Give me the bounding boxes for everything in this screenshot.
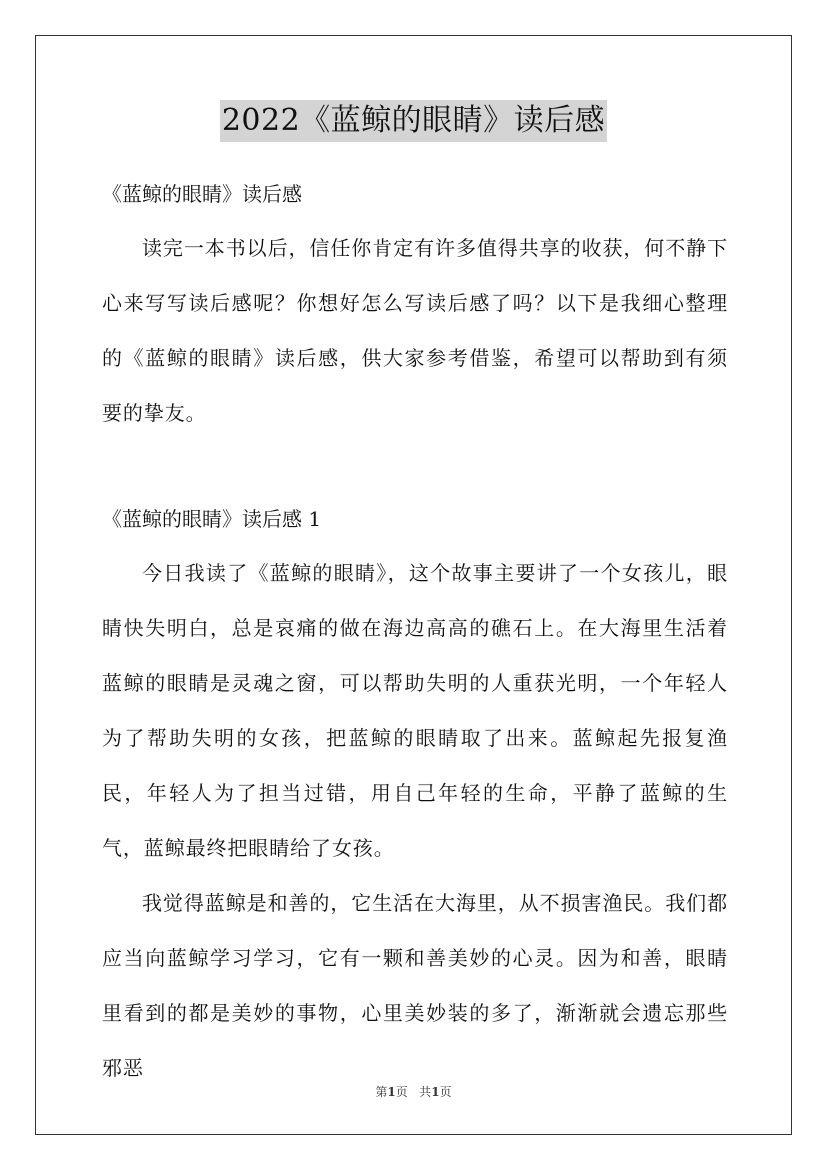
paragraph: 我觉得蓝鲸是和善的，它生活在大海里，从不损害渔民。我们都应当向蓝鲸学习学习，它有一颗和善美妙的心灵。因为和善，眼睛里看到的都是美妙的事物，心里美妙装的多了，渐渐就会遗忘那些邪恶: [102, 891, 728, 1080]
section-heading: 《蓝鲸的眼睛》读后感 1: [102, 507, 322, 531]
document-title: 2022《蓝鲸的眼睛》读后感: [220, 100, 607, 142]
paragraph: 读完一本书以后，信任你肯定有许多值得共享的收获，何不静下心来写写读后感呢？你想好怎么写读后感了吗？以下是我细心整理的《蓝鲸的眼睛》读后感，供大家参考借鉴，希望可以帮助到有须要的挚友。: [102, 236, 728, 425]
page-label-suffix: 页: [395, 1085, 408, 1099]
section-heading: 《蓝鲸的眼睛》读后感: [102, 182, 302, 206]
page-total: 1: [431, 1085, 440, 1099]
page-number: 1: [387, 1085, 396, 1099]
spacer: [102, 441, 728, 496]
total-label-suffix: 页: [439, 1085, 452, 1099]
title-container: [0, 100, 827, 142]
page-label-prefix: 第: [375, 1085, 388, 1099]
total-label-prefix: 共: [419, 1085, 432, 1099]
paragraph: 今日我读了《蓝鲸的眼睛》，这个故事主要讲了一个女孩儿，眼睛快失明白，总是哀痛的做在海边高高的礁石上。在大海里生活着蓝鲸的眼睛是灵魂之窗，可以帮助失明的人重获光明，一个年轻人为了帮助失明的女孩，把蓝鲸的眼睛取了出来。蓝鲸起先报复渔民，年轻人为了担当过错，用自己年轻的生命，平静了蓝鲸的生气，蓝鲸最终把眼睛给了女孩。: [102, 561, 728, 860]
page-footer: [0, 1083, 827, 1100]
document-body: [102, 171, 728, 1096]
